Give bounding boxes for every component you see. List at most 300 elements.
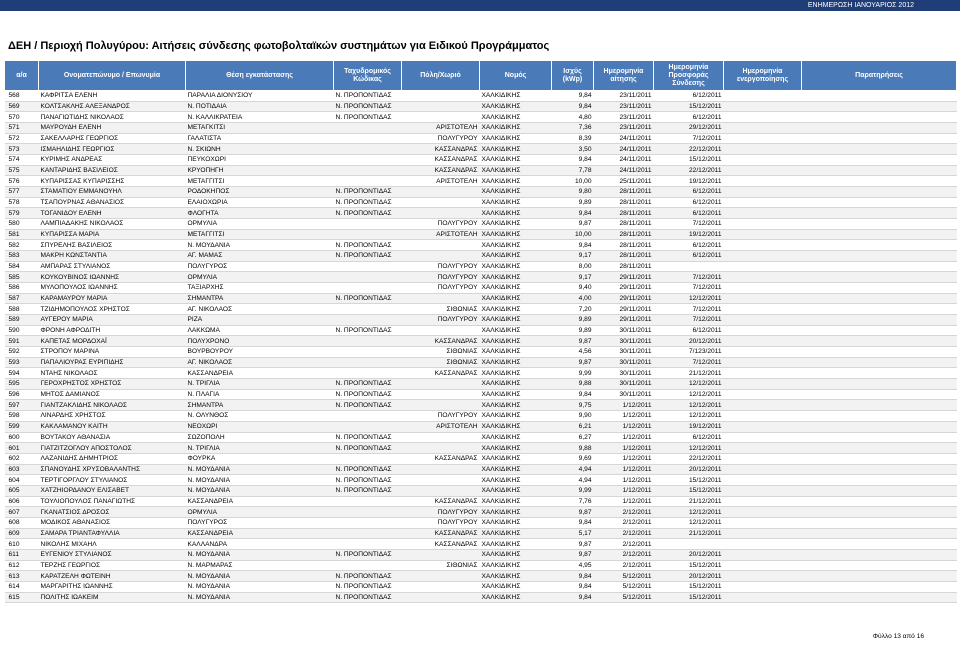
activation-date	[724, 432, 802, 443]
row-id: 570	[5, 112, 39, 123]
power-kwp: 9,89	[552, 325, 594, 336]
offer-date: 20/12/2011	[654, 571, 724, 582]
prefecture: ΧΑΛΚΙΔΙΚΗΣ	[480, 379, 552, 390]
prefecture: ΧΑΛΚΙΔΙΚΗΣ	[480, 123, 552, 134]
applicant-name: ΣΠΥΡΕΛΗΣ ΒΑΣΙΛΕΙΟΣ	[39, 240, 186, 251]
city	[402, 293, 480, 304]
activation-date	[724, 496, 802, 507]
power-kwp: 9,87	[552, 357, 594, 368]
table-row	[5, 421, 957, 432]
applicant-name: ΣΑΚΕΛΛΑΡΗΣ ΓΕΩΡΓΙΟΣ	[39, 133, 186, 144]
activation-date	[724, 507, 802, 518]
postal-code: Ν. ΠΡΟΠΟΝΤΙΔΑΣ	[334, 581, 402, 592]
notes	[802, 357, 957, 368]
prefecture: ΧΑΛΚΙΔΙΚΗΣ	[480, 165, 552, 176]
city: ΠΟΛΥΓΥΡΟΥ	[402, 517, 480, 528]
city	[402, 101, 480, 112]
application-date: 24/11/2011	[594, 144, 654, 155]
activation-date	[724, 315, 802, 326]
offer-date: 6/12/2011	[654, 325, 724, 336]
postal-code: Ν. ΠΡΟΠΟΝΤΙΔΑΣ	[334, 571, 402, 582]
row-id: 579	[5, 208, 39, 219]
offer-date: 15/12/2011	[654, 475, 724, 486]
postal-code	[334, 315, 402, 326]
applicant-name: ΛΙΝΑΡΔΗΣ ΧΡΗΣΤΟΣ	[39, 411, 186, 422]
activation-date	[724, 517, 802, 528]
application-date: 1/12/2011	[594, 421, 654, 432]
activation-date	[724, 229, 802, 240]
application-date: 1/12/2011	[594, 485, 654, 496]
postal-code: Ν. ΠΡΟΠΟΝΤΙΔΑΣ	[334, 592, 402, 603]
application-date: 30/11/2011	[594, 325, 654, 336]
postal-code	[334, 283, 402, 294]
header-city: Πόλη/Χωριό	[402, 61, 480, 91]
header-prefecture: Νομός	[480, 61, 552, 91]
row-id: 583	[5, 251, 39, 262]
offer-date: 7/123/2011	[654, 347, 724, 358]
prefecture: ΧΑΛΚΙΔΙΚΗΣ	[480, 357, 552, 368]
power-kwp: 7,76	[552, 496, 594, 507]
power-kwp: 7,78	[552, 165, 594, 176]
application-date: 28/11/2011	[594, 240, 654, 251]
installation-site: ΚΡΥΟΠΗΓΗ	[186, 165, 334, 176]
applicant-name: ΣΤΑΜΑΤΙΟΥ ΕΜΜΑΝΟΥΗΛ	[39, 187, 186, 198]
offer-date: 6/12/2011	[654, 432, 724, 443]
postal-code	[334, 368, 402, 379]
row-id: 577	[5, 187, 39, 198]
activation-date	[724, 560, 802, 571]
offer-date: 6/12/2011	[654, 240, 724, 251]
table-row	[5, 528, 957, 539]
postal-code: Ν. ΠΡΟΠΟΝΤΙΔΑΣ	[334, 325, 402, 336]
row-id: 573	[5, 144, 39, 155]
power-kwp: 9,87	[552, 507, 594, 518]
applicant-name: ΣΑΜΑΡΑ ΤΡΙΑΝΤΑΦΥΛΛΙΑ	[39, 528, 186, 539]
power-kwp: 9,88	[552, 443, 594, 454]
activation-date	[724, 133, 802, 144]
prefecture: ΧΑΛΚΙΔΙΚΗΣ	[480, 197, 552, 208]
installation-site: ΕΛΑΙΟΧΩΡΙΑ	[186, 197, 334, 208]
notes	[802, 155, 957, 166]
installation-site: ΚΑΣΣΑΝΔΡΕΙΑ	[186, 528, 334, 539]
applicant-name: ΚΥΡΙΜΗΣ ΑΝΔΡΕΑΣ	[39, 155, 186, 166]
applicant-name: ΤΟΓΑΝΙΔΟΥ ΕΛΕΝΗ	[39, 208, 186, 219]
table-row	[5, 144, 957, 155]
notes	[802, 123, 957, 134]
prefecture: ΧΑΛΚΙΔΙΚΗΣ	[480, 133, 552, 144]
row-id: 568	[5, 91, 39, 102]
offer-date: 15/12/2011	[654, 592, 724, 603]
row-id: 614	[5, 581, 39, 592]
table-row	[5, 261, 957, 272]
application-date: 30/11/2011	[594, 336, 654, 347]
table-row	[5, 176, 957, 187]
city	[402, 464, 480, 475]
notes	[802, 91, 957, 102]
power-kwp: 9,88	[552, 379, 594, 390]
applicant-name: ΚΑΠΕΤΑΣ ΜΟΡΔΟΧΑΪ	[39, 336, 186, 347]
city	[402, 581, 480, 592]
applicant-name: ΚΟΛΤΣΑΚΛΗΣ ΑΛΕΞΑΝΔΡΟΣ	[39, 101, 186, 112]
postal-code	[334, 539, 402, 550]
row-id: 613	[5, 571, 39, 582]
postal-code	[334, 229, 402, 240]
city	[402, 197, 480, 208]
city: ΚΑΣΣΑΝΔΡΑΣ	[402, 528, 480, 539]
notes	[802, 283, 957, 294]
applicant-name: ΠΑΝΑΓΙΩΤΙΔΗΣ ΝΙΚΟΛΑΟΣ	[39, 112, 186, 123]
applicant-name: ΤΖΙΔΗΜΟΠΟΥΛΟΣ ΧΡΗΣΤΟΣ	[39, 304, 186, 315]
row-id: 586	[5, 283, 39, 294]
city	[402, 443, 480, 454]
installation-site: Ν. ΠΟΤΙΔΑΙΑ	[186, 101, 334, 112]
notes	[802, 219, 957, 230]
row-id: 584	[5, 261, 39, 272]
applications-table	[4, 60, 957, 603]
city	[402, 549, 480, 560]
prefecture: ΧΑΛΚΙΔΙΚΗΣ	[480, 283, 552, 294]
prefecture: ΧΑΛΚΙΔΙΚΗΣ	[480, 336, 552, 347]
notes	[802, 464, 957, 475]
table-row	[5, 379, 957, 390]
installation-site: ΑΓ. ΝΙΚΟΛΑΟΣ	[186, 304, 334, 315]
city: ΑΡΙΣΤΟΤΕΛΗ	[402, 176, 480, 187]
table-row	[5, 197, 957, 208]
application-date: 2/12/2011	[594, 528, 654, 539]
application-date: 25/11/2011	[594, 176, 654, 187]
applicant-name: ΜΗΤΟΣ ΔΑΜΙΑΝΟΣ	[39, 389, 186, 400]
application-date: 28/11/2011	[594, 187, 654, 198]
row-id: 581	[5, 229, 39, 240]
applicant-name: ΒΟΥΤΑΚΟΥ ΑΘΑΝΑΣΙΑ	[39, 432, 186, 443]
application-date: 30/11/2011	[594, 347, 654, 358]
postal-code: Ν. ΠΡΟΠΟΝΤΙΔΑΣ	[334, 475, 402, 486]
activation-date	[724, 453, 802, 464]
notes	[802, 517, 957, 528]
activation-date	[724, 400, 802, 411]
applicant-name: ΦΡΟΝΗ ΑΦΡΟΔΙΤΗ	[39, 325, 186, 336]
applicant-name: ΠΑΠΑΛΙΟΥΡΑΣ ΕΥΡΙΠΙΔΗΣ	[39, 357, 186, 368]
prefecture: ΧΑΛΚΙΔΙΚΗΣ	[480, 293, 552, 304]
prefecture: ΧΑΛΚΙΔΙΚΗΣ	[480, 347, 552, 358]
row-id: 574	[5, 155, 39, 166]
application-date: 1/12/2011	[594, 496, 654, 507]
application-date: 2/12/2011	[594, 539, 654, 550]
activation-date	[724, 101, 802, 112]
row-id: 612	[5, 560, 39, 571]
installation-site: ΟΡΜΥΛΙΑ	[186, 219, 334, 230]
power-kwp: 9,40	[552, 283, 594, 294]
notes	[802, 187, 957, 198]
power-kwp: 9,89	[552, 315, 594, 326]
activation-date	[724, 272, 802, 283]
city: ΠΟΛΥΓΥΡΟΥ	[402, 272, 480, 283]
table-row	[5, 411, 957, 422]
installation-site: ΒΟΥΡΒΟΥΡΟΥ	[186, 347, 334, 358]
offer-date: 22/12/2011	[654, 165, 724, 176]
city: ΚΑΣΣΑΝΔΡΑΣ	[402, 539, 480, 550]
prefecture: ΧΑΛΚΙΔΙΚΗΣ	[480, 304, 552, 315]
postal-code: Ν. ΠΡΟΠΟΝΤΙΔΑΣ	[334, 101, 402, 112]
activation-date	[724, 368, 802, 379]
activation-date	[724, 261, 802, 272]
application-date: 5/12/2011	[594, 571, 654, 582]
prefecture: ΧΑΛΚΙΔΙΚΗΣ	[480, 272, 552, 283]
table-row	[5, 283, 957, 294]
activation-date	[724, 187, 802, 198]
power-kwp: 4,80	[552, 112, 594, 123]
city	[402, 592, 480, 603]
activation-date	[724, 571, 802, 582]
applicant-name: ΓΕΡΟΧΡΗΣΤΟΣ ΧΡΗΣΤΟΣ	[39, 379, 186, 390]
power-kwp: 9,99	[552, 368, 594, 379]
row-id: 587	[5, 293, 39, 304]
prefecture: ΧΑΛΚΙΔΙΚΗΣ	[480, 91, 552, 102]
applicant-name: ΣΤΡΟΠΟΥ ΜΑΡΙΝΑ	[39, 347, 186, 358]
power-kwp: 4,94	[552, 475, 594, 486]
installation-site: ΡΙΖΑ	[186, 315, 334, 326]
application-date: 29/11/2011	[594, 283, 654, 294]
activation-date	[724, 357, 802, 368]
offer-date: 19/12/2011	[654, 421, 724, 432]
notes	[802, 560, 957, 571]
application-date: 24/11/2011	[594, 165, 654, 176]
city	[402, 485, 480, 496]
installation-site: ΦΟΥΡΚΑ	[186, 453, 334, 464]
activation-date	[724, 283, 802, 294]
city	[402, 571, 480, 582]
application-date: 2/12/2011	[594, 507, 654, 518]
offer-date: 7/12/2011	[654, 133, 724, 144]
installation-site: Ν. ΜΑΡΜΑΡΑΣ	[186, 560, 334, 571]
application-date: 23/11/2011	[594, 91, 654, 102]
activation-date	[724, 336, 802, 347]
installation-site: Ν. ΜΟΥΔΑΝΙΑ	[186, 592, 334, 603]
notes	[802, 261, 957, 272]
notes	[802, 325, 957, 336]
offer-date: 12/12/2011	[654, 400, 724, 411]
header-power: Ισχύς (kWp)	[552, 61, 594, 91]
prefecture: ΧΑΛΚΙΔΙΚΗΣ	[480, 229, 552, 240]
postal-code	[334, 261, 402, 272]
city	[402, 112, 480, 123]
city: ΠΟΛΥΓΥΡΟΥ	[402, 315, 480, 326]
offer-date: 6/12/2011	[654, 251, 724, 262]
notes	[802, 389, 957, 400]
row-id: 572	[5, 133, 39, 144]
prefecture: ΧΑΛΚΙΔΙΚΗΣ	[480, 325, 552, 336]
table-row	[5, 443, 957, 454]
notes	[802, 475, 957, 486]
row-id: 591	[5, 336, 39, 347]
row-id: 605	[5, 485, 39, 496]
installation-site: ΜΕΤΑΓΚΙΤΣΙ	[186, 123, 334, 134]
activation-date	[724, 144, 802, 155]
table-row	[5, 496, 957, 507]
postal-code: Ν. ΠΡΟΠΟΝΤΙΔΑΣ	[334, 197, 402, 208]
installation-site: Ν. ΠΛΑΓΙΑ	[186, 389, 334, 400]
installation-site: ΣΩΖΟΠΟΛΗ	[186, 432, 334, 443]
postal-code: Ν. ΠΡΟΠΟΝΤΙΔΑΣ	[334, 443, 402, 454]
header-application-date: Ημερομηνία αίτησης	[594, 61, 654, 91]
offer-date: 15/12/2011	[654, 581, 724, 592]
installation-site: ΠΟΛΥΓΥΡΟΣ	[186, 261, 334, 272]
installation-site: ΟΡΜΥΛΙΑ	[186, 507, 334, 518]
row-id: 603	[5, 464, 39, 475]
power-kwp: 9,84	[552, 101, 594, 112]
prefecture: ΧΑΛΚΙΔΙΚΗΣ	[480, 421, 552, 432]
prefecture: ΧΑΛΚΙΔΙΚΗΣ	[480, 208, 552, 219]
application-date: 29/11/2011	[594, 272, 654, 283]
prefecture: ΧΑΛΚΙΔΙΚΗΣ	[480, 485, 552, 496]
power-kwp: 9,17	[552, 272, 594, 283]
table-row	[5, 507, 957, 518]
table-row	[5, 560, 957, 571]
offer-date: 21/12/2011	[654, 496, 724, 507]
table-row	[5, 304, 957, 315]
prefecture: ΧΑΛΚΙΔΙΚΗΣ	[480, 144, 552, 155]
installation-site: ΑΓ. ΜΑΜΑΣ	[186, 251, 334, 262]
installation-site: Ν. ΜΟΥΔΑΝΙΑ	[186, 485, 334, 496]
applicant-name: ΝΤΑΗΣ ΝΙΚΟΛΑΟΣ	[39, 368, 186, 379]
header-site: Θέση εγκατάστασης	[186, 61, 334, 91]
installation-site: Ν. ΜΟΥΔΑΝΙΑ	[186, 571, 334, 582]
application-date: 28/11/2011	[594, 261, 654, 272]
application-date: 30/11/2011	[594, 389, 654, 400]
application-date: 1/12/2011	[594, 453, 654, 464]
applicant-name: ΜΟΔΙΚΟΣ ΑΘΑΝΑΣΙΟΣ	[39, 517, 186, 528]
notes	[802, 581, 957, 592]
row-id: 571	[5, 123, 39, 134]
offer-date: 19/12/2011	[654, 229, 724, 240]
city	[402, 475, 480, 486]
row-id: 607	[5, 507, 39, 518]
applicant-name: ΑΥΓΕΡΟΥ ΜΑΡΙΑ	[39, 315, 186, 326]
postal-code	[334, 155, 402, 166]
installation-site: ΑΓ. ΝΙΚΟΛΑΟΣ	[186, 357, 334, 368]
table-row	[5, 229, 957, 240]
row-id: 576	[5, 176, 39, 187]
activation-date	[724, 208, 802, 219]
activation-date	[724, 549, 802, 560]
application-date: 1/12/2011	[594, 443, 654, 454]
row-id: 575	[5, 165, 39, 176]
offer-date: 7/12/2011	[654, 304, 724, 315]
activation-date	[724, 347, 802, 358]
notes	[802, 347, 957, 358]
power-kwp: 9,84	[552, 155, 594, 166]
table-row	[5, 293, 957, 304]
prefecture: ΧΑΛΚΙΔΙΚΗΣ	[480, 549, 552, 560]
offer-date: 19/12/2011	[654, 176, 724, 187]
activation-date	[724, 389, 802, 400]
notes	[802, 507, 957, 518]
offer-date: 6/12/2011	[654, 197, 724, 208]
row-id: 592	[5, 347, 39, 358]
postal-code	[334, 357, 402, 368]
prefecture: ΧΑΛΚΙΔΙΚΗΣ	[480, 443, 552, 454]
offer-date: 6/12/2011	[654, 187, 724, 198]
prefecture: ΧΑΛΚΙΔΙΚΗΣ	[480, 101, 552, 112]
city: ΠΟΛΥΓΥΡΟΥ	[402, 411, 480, 422]
prefecture: ΧΑΛΚΙΔΙΚΗΣ	[480, 315, 552, 326]
row-id: 604	[5, 475, 39, 486]
row-id: 588	[5, 304, 39, 315]
activation-date	[724, 411, 802, 422]
activation-date	[724, 528, 802, 539]
offer-date: 15/12/2011	[654, 101, 724, 112]
applicant-name: ΤΕΡΖΗΣ ΓΕΩΡΓΙΟΣ	[39, 560, 186, 571]
prefecture: ΧΑΛΚΙΔΙΚΗΣ	[480, 464, 552, 475]
notes	[802, 112, 957, 123]
applicant-name: ΑΜΠΑΡΑΣ ΣΤΥΛΙΑΝΟΣ	[39, 261, 186, 272]
prefecture: ΧΑΛΚΙΔΙΚΗΣ	[480, 432, 552, 443]
offer-date: 12/12/2011	[654, 443, 724, 454]
application-date: 23/11/2011	[594, 101, 654, 112]
power-kwp: 9,69	[552, 453, 594, 464]
installation-site: ΣΗΜΑΝΤΡΑ	[186, 293, 334, 304]
applicant-name: ΜΑΚΡΗ ΚΩΝΣΤΑΝΤΙΑ	[39, 251, 186, 262]
top-banner	[0, 0, 960, 11]
row-id: 600	[5, 432, 39, 443]
installation-site: Ν. ΣΚΙΩΝΗ	[186, 144, 334, 155]
application-date: 1/12/2011	[594, 411, 654, 422]
installation-site: ΠΕΥΚΟΧΩΡΙ	[186, 155, 334, 166]
offer-date: 12/12/2011	[654, 379, 724, 390]
row-id: 585	[5, 272, 39, 283]
installation-site: ΡΟΔΟΚΗΠΟΣ	[186, 187, 334, 198]
applicant-name: ΜΥΛΟΠΟΥΛΟΣ ΙΩΑΝΝΗΣ	[39, 283, 186, 294]
installation-site: ΚΑΣΣΑΝΔΡΕΙΑ	[186, 496, 334, 507]
installation-site: Ν. ΜΟΥΔΑΝΙΑ	[186, 549, 334, 560]
table-row	[5, 592, 957, 603]
applicant-name: ΝΙΚΟΛΗΣ ΜΙΧΑΗΛ	[39, 539, 186, 550]
city	[402, 187, 480, 198]
application-date: 5/12/2011	[594, 592, 654, 603]
header-postal-code: Ταχυδρομικός Κώδικας	[334, 61, 402, 91]
activation-date	[724, 304, 802, 315]
power-kwp: 9,89	[552, 197, 594, 208]
table-row	[5, 272, 957, 283]
city: ΚΑΣΣΑΝΔΡΑΣ	[402, 336, 480, 347]
postal-code: Ν. ΠΡΟΠΟΝΤΙΔΑΣ	[334, 432, 402, 443]
prefecture: ΧΑΛΚΙΔΙΚΗΣ	[480, 411, 552, 422]
applicant-name: ΤΕΡΤΙΓΟΡΓΛΟΥ ΣΤΥΛΙΑΝΟΣ	[39, 475, 186, 486]
power-kwp: 9,75	[552, 400, 594, 411]
row-id: 594	[5, 368, 39, 379]
table-row	[5, 187, 957, 198]
applicant-name: ΚΥΠΑΡΙΣΣΑ ΜΑΡΙΑ	[39, 229, 186, 240]
power-kwp: 9,17	[552, 251, 594, 262]
installation-site: ΜΕΤΑΓΓΙΤΣΙ	[186, 176, 334, 187]
prefecture: ΧΑΛΚΙΔΙΚΗΣ	[480, 592, 552, 603]
postal-code: Ν. ΠΡΟΠΟΝΤΙΔΑΣ	[334, 91, 402, 102]
applicant-name: ΧΑΤΖΗΙΟΡΔΑΝΟΥ ΕΛΙΣΑΒΕΤ	[39, 485, 186, 496]
applicant-name: ΓΙΑΝΤΖΑΚΛΙΔΗΣ ΝΙΚΟΛΑΟΣ	[39, 400, 186, 411]
application-date: 29/11/2011	[594, 293, 654, 304]
table-row	[5, 155, 957, 166]
applicant-name: ΜΑΥΡΟΥΔΗ ΕΛΕΝΗ	[39, 123, 186, 134]
activation-date	[724, 176, 802, 187]
row-id: 611	[5, 549, 39, 560]
applicant-name: ΤΟΥΛΙΟΠΟΥΛΟΣ ΠΑΝΑΓΙΩΤΗΣ	[39, 496, 186, 507]
table-row	[5, 368, 957, 379]
prefecture: ΧΑΛΚΙΔΙΚΗΣ	[480, 528, 552, 539]
header-id: α/α	[5, 61, 39, 91]
offer-date: 7/12/2011	[654, 219, 724, 230]
notes	[802, 400, 957, 411]
power-kwp: 9,99	[552, 485, 594, 496]
